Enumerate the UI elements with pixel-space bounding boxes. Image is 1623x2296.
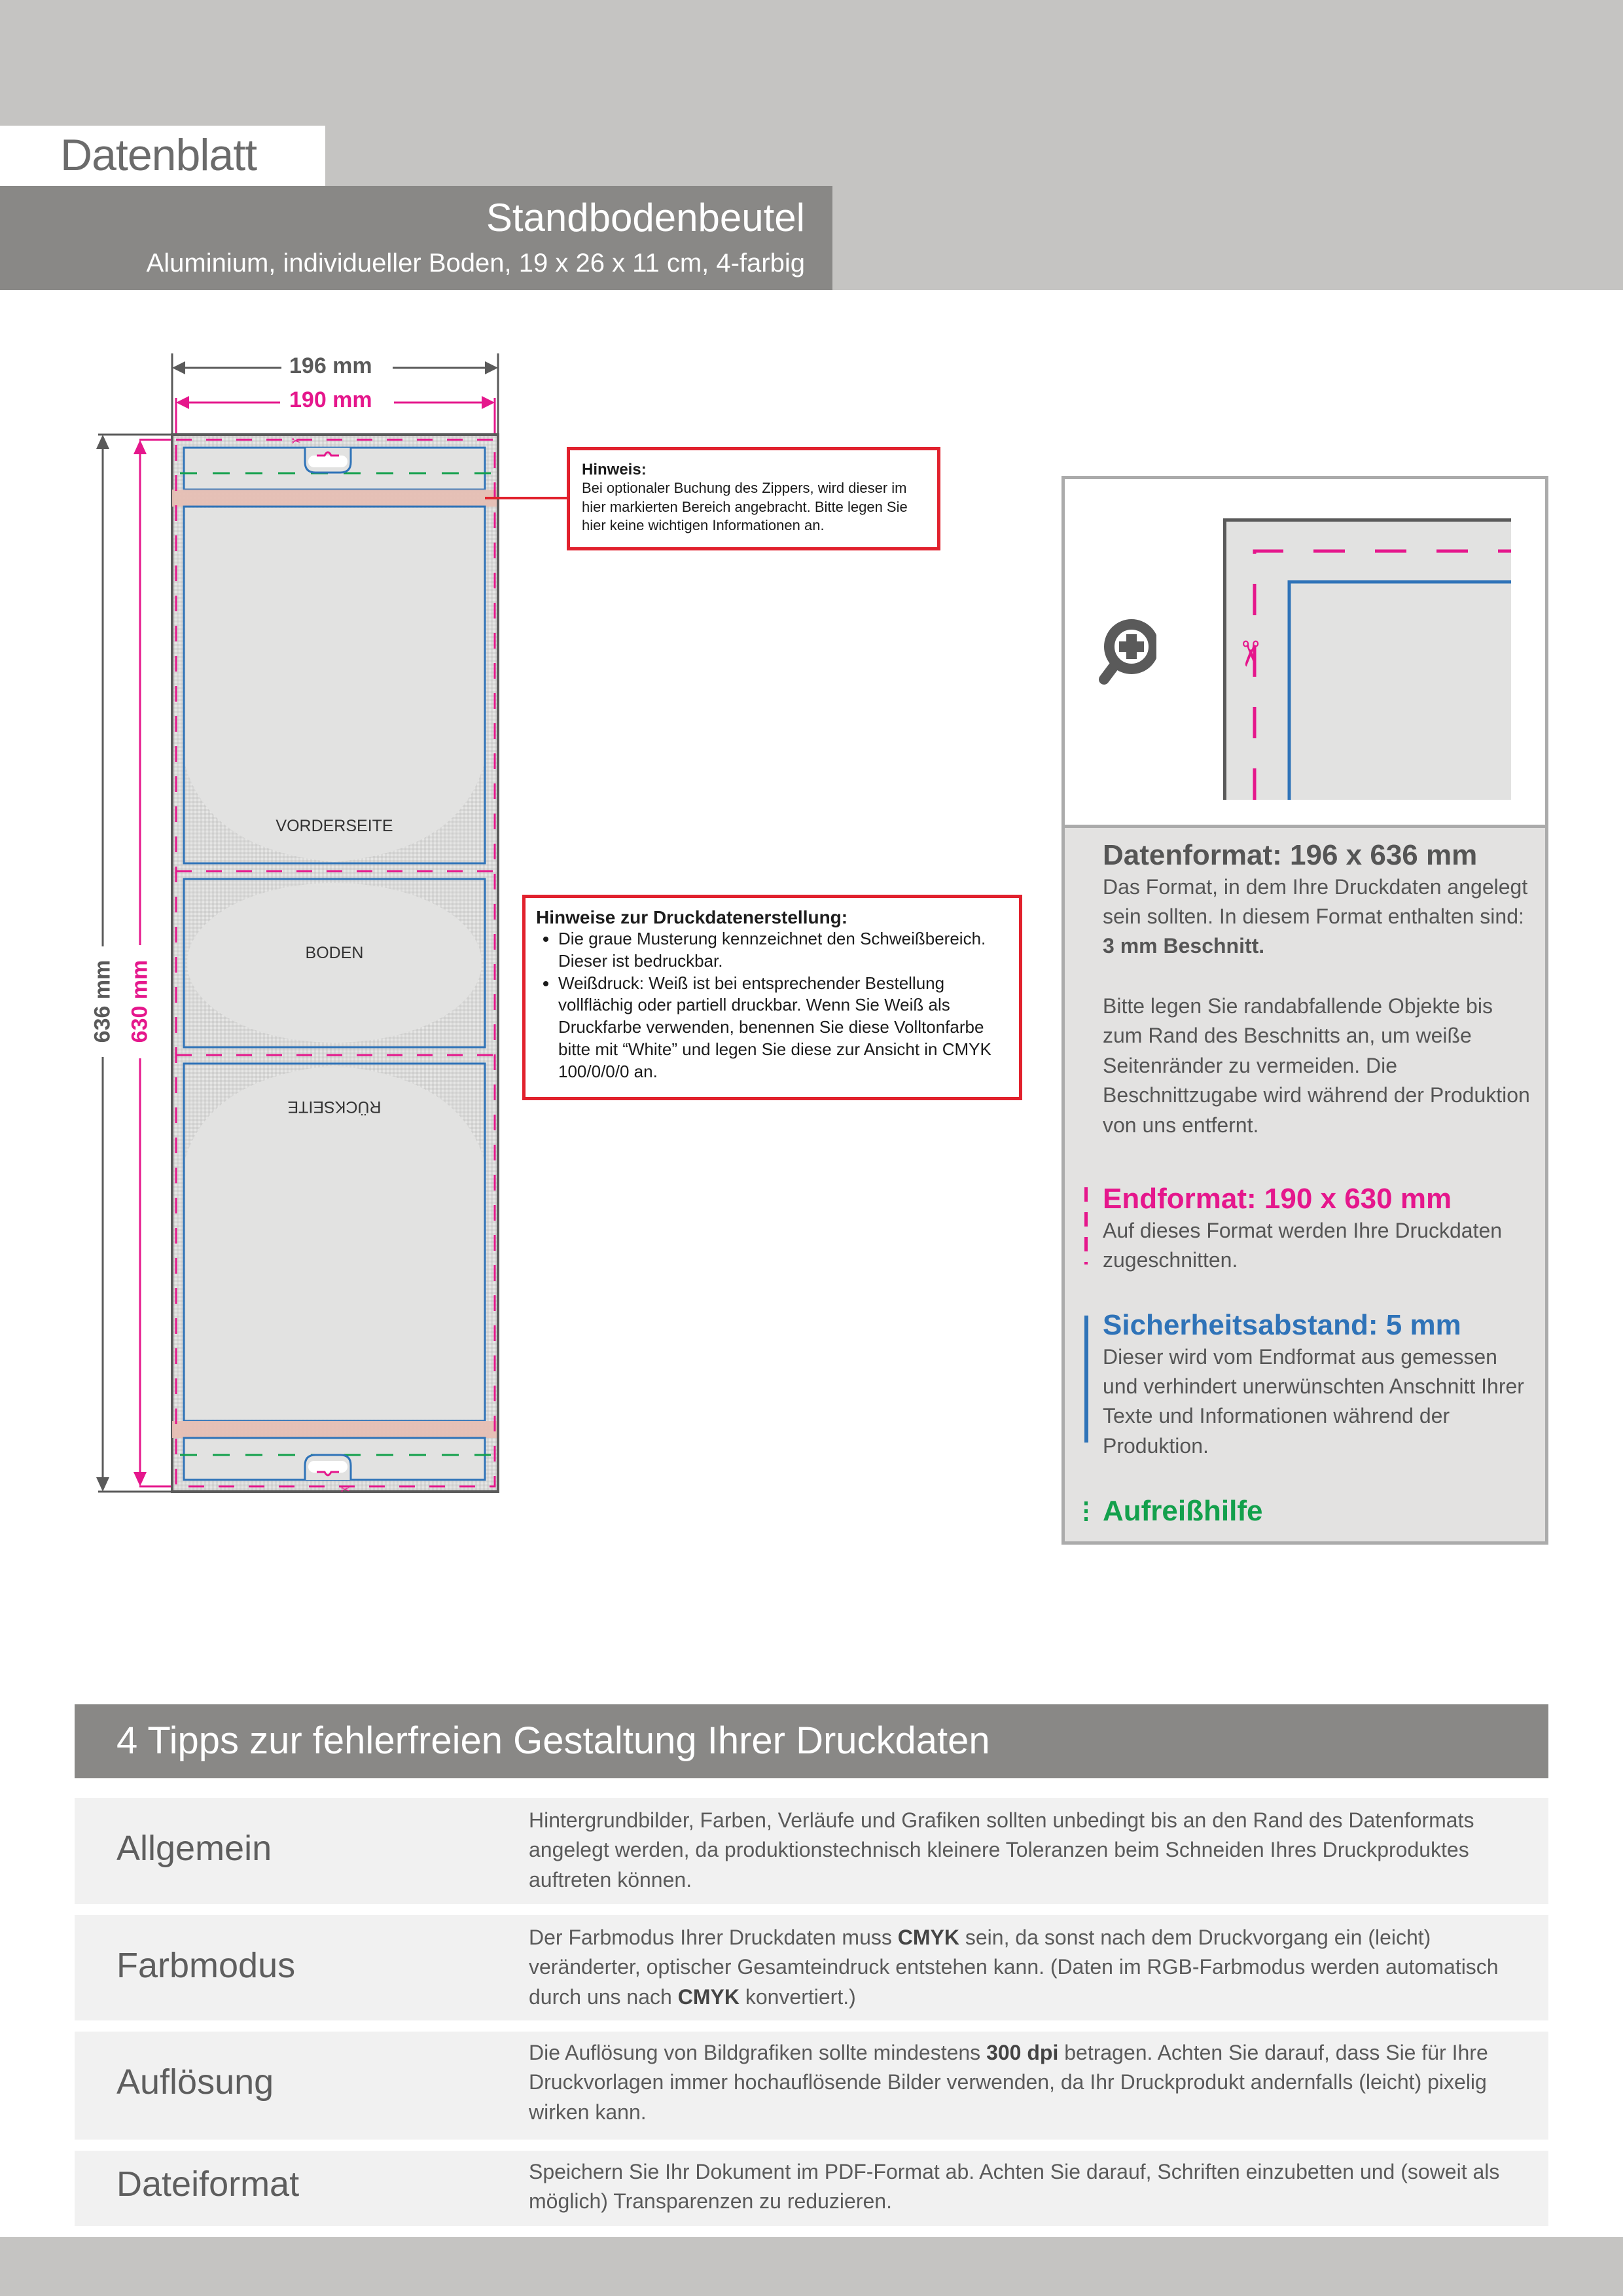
tip-row — [75, 2032, 1548, 2140]
tip-text — [529, 1923, 1537, 2012]
legend-datenformat — [1103, 839, 1535, 1140]
tip-text-part: Speichern Sie Ihr Dokument im PDF-Format ab. Achten Sie darauf, Schriften einzubetten und (soweit als möglich) Transparenzen zu reduzieren. — [529, 2160, 1500, 2214]
svg-text:✂: ✂ — [340, 1483, 351, 1497]
safety-line-marker — [1084, 1316, 1088, 1443]
tip-text-bold: CMYK — [897, 1926, 959, 1949]
tip-text-bold: CMYK — [677, 1984, 740, 2009]
sicherheit-text: Dieser wird vom Endformat aus gemessen und verhindert unerwünschten Anschnitt Ihrer Texte und Informationen während der Produktion. — [1103, 1344, 1524, 1458]
width-final-label: 190 mm — [289, 387, 372, 412]
height-final-label: 630 mm — [127, 960, 152, 1043]
tip-text — [529, 2038, 1537, 2127]
scissors-icon: ✂ — [1229, 639, 1271, 669]
print-note-item: • Weißdruck: Weiß ist bei entsprechender Bestellung vollflächig oder partiell druckbar. Wenn Sie Weiß als Druckfarbe verwenden, benennen Sie diese Volltonfarbe bitte mit “White” und legen Sie diese zur Ansicht in CMYK 100/0/0/0 an. — [558, 973, 1008, 1083]
legend-zoom-preview — [1065, 479, 1545, 828]
tip-text — [529, 2157, 1537, 2217]
legend-aufreisshilfe — [1103, 1495, 1535, 1528]
print-notes-title: Hinweise zur Druckdatenerstellung: — [536, 907, 848, 927]
product-name: Standbodenbeutel — [486, 196, 805, 240]
tip-text-part: Die Auflösung von Bildgrafiken sollte mindestens — [529, 2041, 987, 2064]
svg-text:✂: ✂ — [291, 435, 302, 448]
datenformat-text: Das Format, in dem Ihre Druckdaten angelegt sein sollten. In diesem Format enthalten sind: — [1103, 874, 1528, 929]
document-title: Datenblatt — [60, 130, 257, 180]
aufreiss-title: Aufreißhilfe — [1103, 1495, 1263, 1527]
tip-label: Dateiformat — [116, 2164, 300, 2204]
document-title-box — [0, 126, 325, 186]
tips-heading-bar — [75, 1704, 1548, 1778]
tips-heading: 4 Tipps zur fehlerfreien Gestaltung Ihrer Druckdaten — [116, 1719, 990, 1762]
panel-label-back: RÜCKSEITE — [287, 1098, 382, 1116]
endformat-text: Auf dieses Format werden Ihre Druckdaten zugeschnitten. — [1103, 1218, 1503, 1272]
tip-text-bold: 300 dpi — [986, 2041, 1059, 2064]
zipper-note — [567, 447, 940, 550]
product-banner — [0, 186, 832, 290]
tip-row — [75, 1798, 1548, 1904]
endformat-title: Endformat: 190 x 630 mm — [1103, 1183, 1452, 1215]
width-data-label: 196 mm — [289, 353, 372, 378]
cut-line-marker — [1084, 1187, 1088, 1265]
panel-label-front: VORDERSEITE — [276, 817, 393, 835]
tip-row — [75, 2151, 1548, 2226]
datenformat-title: Datenformat: 196 x 636 mm — [1103, 839, 1478, 871]
panel-label-bottom: BODEN — [305, 944, 364, 962]
tip-text — [529, 1806, 1537, 1895]
zipper-note-text: Bei optionaler Buchung des Zippers, wird dieser im hier markierten Bereich angebracht. Bitte legen Sie hier keine wichtigen Informationen an. — [582, 480, 908, 534]
height-data-label: 636 mm — [90, 960, 115, 1043]
datenformat-text2: Bitte legen Sie randabfallende Objekte bis zum Rand des Beschnitts an, um weiße Seitenränder zu vermeiden. Die Beschnittzugabe wird während der Produktion von uns entfernt. — [1103, 994, 1530, 1137]
tip-label: Auflösung — [116, 2062, 274, 2102]
print-notes — [522, 895, 1022, 1100]
magnifier-plus-icon — [1097, 617, 1156, 689]
footer-band — [0, 2237, 1623, 2296]
tip-text-part: Hintergrundbilder, Farben, Verläufe und Grafiken sollten unbedingt bis an den Rand des Datenformats angelegt werden, da produktionstechnisch kleinere Toleranzen beim Schneiden Ihres Druckproduktes auftreten können. — [529, 1808, 1474, 1892]
tip-text-part: konvertiert.) — [739, 1984, 856, 2009]
print-note-item: • Die graue Musterung kennzeichnet den Schweißbereich. Dieser ist bedruckbar. — [558, 928, 1008, 973]
tip-text-part: sein, da sonst nach dem Druckvorgang ein (leicht) veränderter, optischer Gesamteindruck entstehen kann. (Daten im RGB-Farbmodus werden automatisch durch uns nach — [529, 1926, 1499, 2009]
tip-label: Allgemein — [116, 1829, 272, 1868]
tip-text-part: betragen. Achten Sie darauf, dass Sie für Ihre Druckvorlagen immer hochauflösende Bilder verwenden, da Ihr Druckprodukt andernfalls (leicht) pixelig wirken kann. — [529, 2041, 1488, 2124]
tip-row — [75, 1915, 1548, 2020]
legend-endformat — [1103, 1183, 1535, 1275]
tip-text-part: Der Farbmodus Ihrer Druckdaten muss — [529, 1926, 898, 1949]
datenformat-bleed: 3 mm Beschnitt. — [1103, 934, 1265, 958]
product-description: Aluminium, individueller Boden, 19 x 26 x 11 cm, 4-farbig — [146, 249, 805, 278]
legend-sicherheitsabstand — [1103, 1309, 1535, 1461]
legend-panel — [1061, 476, 1548, 1545]
sicherheit-title: Sicherheitsabstand: 5 mm — [1103, 1309, 1461, 1341]
tear-line-marker — [1084, 1501, 1088, 1524]
zipper-note-title: Hinweis: — [582, 461, 647, 478]
tip-label: Farbmodus — [116, 1946, 296, 1985]
